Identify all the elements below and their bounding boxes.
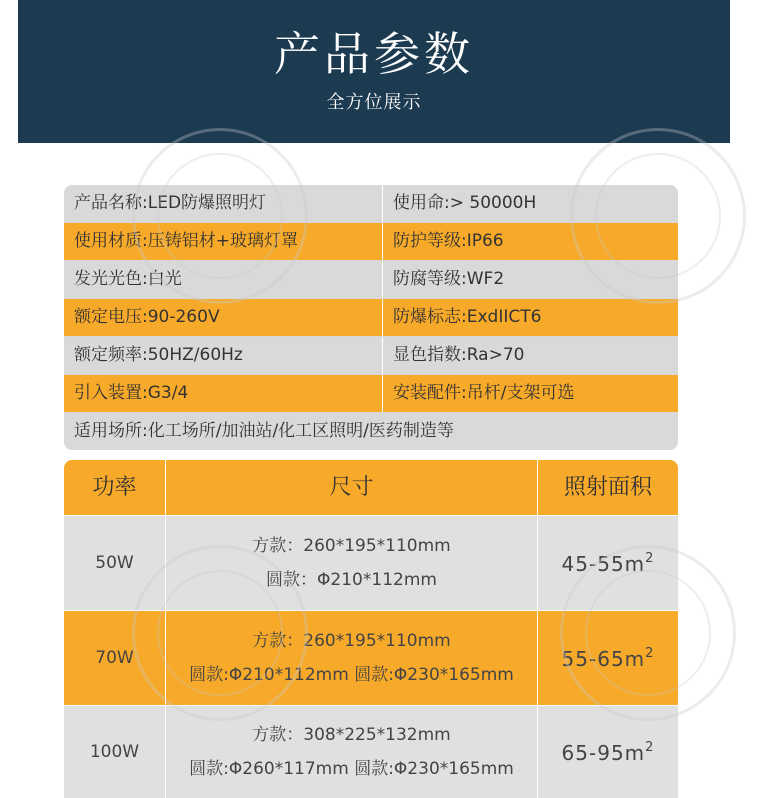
table-header-row — [64, 460, 678, 515]
table-row — [64, 705, 678, 798]
param-rated-voltage: 额定电压:90-260V — [64, 299, 383, 336]
area-cell — [538, 516, 678, 610]
params-row — [64, 298, 678, 336]
area-cell — [538, 611, 678, 705]
param-product-name: 产品名称:LED防爆照明灯 — [64, 185, 383, 222]
param-mounting-accessories: 安装配件:吊杆/支架可选 — [393, 383, 575, 403]
params-row — [64, 185, 678, 222]
param-rated-frequency: 额定频率:50HZ/60Hz — [64, 337, 383, 374]
header-size: 尺寸 — [166, 460, 538, 515]
product-params-table — [64, 185, 678, 450]
size-cell — [166, 706, 538, 798]
param-light-color: 发光光色:白光 — [64, 261, 383, 298]
page-title: 产品参数 — [274, 27, 474, 81]
param-material: 使用材质:压铸铝材+玻璃灯罩 — [64, 223, 383, 260]
size-square: 方款：308*225*132mm — [252, 725, 451, 745]
power-value: 50W — [64, 516, 166, 610]
param-lifespan: 使用命:> 50000H — [393, 193, 537, 213]
power-size-table — [64, 460, 678, 798]
param-anticorrosion-level: 防腐等级:WF2 — [393, 269, 505, 289]
size-round: 圆款:Φ210*112mm 圆款:Φ230*165mm — [189, 665, 514, 685]
page-subtitle: 全方位展示 — [326, 92, 422, 113]
size-square: 方款：260*195*110mm — [252, 631, 451, 651]
power-value: 100W — [64, 706, 166, 798]
size-round: 圆款:Φ260*117mm 圆款:Φ230*165mm — [189, 759, 514, 779]
area-cell — [538, 706, 678, 798]
size-square: 方款：260*195*110mm — [252, 536, 451, 556]
header-power: 功率 — [64, 460, 166, 515]
area-unit-exponent: 2 — [645, 739, 655, 755]
area-value: 65-95m — [561, 740, 646, 765]
size-cell — [166, 516, 538, 610]
param-applicable-places: 适用场所:化工场所/加油站/化工区照明/医药制造等 — [74, 421, 454, 441]
param-protection-level: 防护等级:IP66 — [393, 231, 504, 251]
area-value: 55-65m — [561, 646, 646, 671]
param-entry-device: 引入装置:G3/4 — [64, 375, 383, 412]
area-unit-exponent: 2 — [645, 550, 655, 566]
power-value: 70W — [64, 611, 166, 705]
table-row — [64, 515, 678, 610]
params-row — [64, 222, 678, 260]
area-value: 45-55m — [561, 551, 646, 576]
params-row — [64, 374, 678, 412]
size-cell — [166, 611, 538, 705]
header-area: 照射面积 — [563, 475, 652, 500]
params-row — [64, 336, 678, 374]
header-banner — [18, 0, 730, 143]
table-row — [64, 610, 678, 705]
params-row — [64, 260, 678, 298]
param-explosion-mark: 防爆标志:ExdIICT6 — [393, 307, 542, 327]
param-color-rendering: 显色指数:Ra>70 — [393, 345, 525, 365]
size-round: 圆款：Φ210*112mm — [266, 570, 437, 590]
params-row — [64, 412, 678, 450]
area-unit-exponent: 2 — [645, 645, 655, 661]
